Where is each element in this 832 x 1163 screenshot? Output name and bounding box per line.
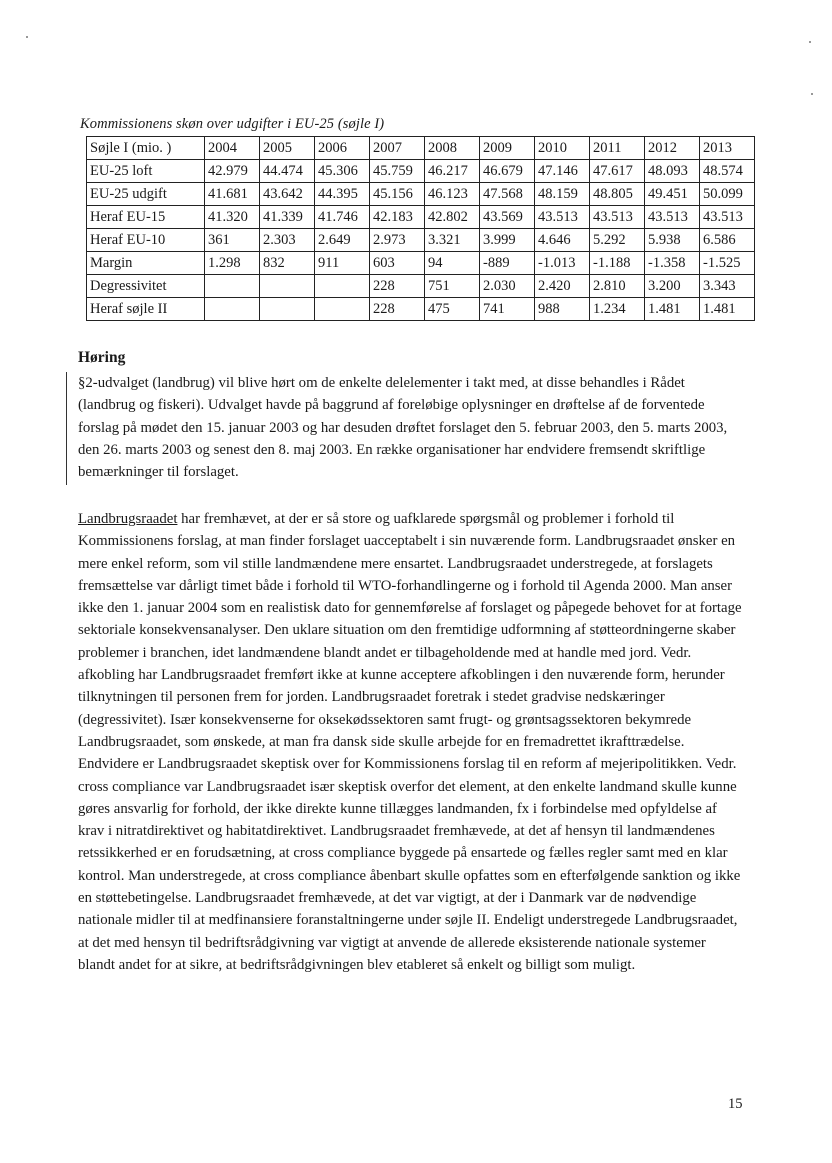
value-cell: 47.617 — [590, 160, 645, 183]
header-year-cell: 2012 — [645, 137, 700, 160]
value-cell — [260, 298, 315, 321]
value-cell: 2.973 — [370, 229, 425, 252]
header-year-cell: 2009 — [480, 137, 535, 160]
row-label-cell: EU-25 loft — [87, 160, 205, 183]
table-caption: Kommissionens skøn over udgifter i EU-25 (søjle I) — [80, 116, 385, 132]
value-cell: 832 — [260, 252, 315, 275]
value-cell: 1.481 — [700, 298, 755, 321]
table-header-row — [87, 137, 755, 160]
value-cell: 42.802 — [425, 206, 480, 229]
value-cell — [205, 298, 260, 321]
table-row — [87, 275, 755, 298]
value-cell: 2.303 — [260, 229, 315, 252]
scan-speck — [26, 36, 28, 38]
table-row — [87, 298, 755, 321]
header-year-cell: 2010 — [535, 137, 590, 160]
value-cell: 1.298 — [205, 252, 260, 275]
value-cell: 741 — [480, 298, 535, 321]
value-cell: 46.123 — [425, 183, 480, 206]
paragraph-body: har fremhævet, at der er så store og uafklarede spørgsmål og problemer i forhold til Kommissionens forslag, at man finder forslaget uacceptabelt i sin nuværende form. Landbrugsraadet ønsker en mere enkel reform, som vil stille landmændene mere ensartet. Landbrugsraadet understregede, at forslagets fremsættelse var dårligt timet både i forhold til WTO-forhandlingerne og i forhold til Agenda 2000. Man anser ikke den 1. januar 2004 som en realistisk dato for gennemførelse af forslaget og påpegede behovet for at fortage sektoriale konsekvensanalyser. Den uklare situation om den fremtidige udformning af støtteordningerne skaber problemer i branchen, idet landmændene blandt andet er tilbageholdende med at handle med jord. Vedr. afkobling har Landbrugsraadet fremført ikke at kunne acceptere afkoblingen i den nuværende form, herunder tilknytningen til personen frem for jorden. Landbrugsraadet foretrak i stedet gradvise nedskæringer (degressivitet). Især konsekvenserne for oksekødssektoren samt frugt- og grøntsagssektoren bekymrede Landbrugsraadet, som ønskede, at man fra dansk side skulle arbejde for en fremadrettet ikrafttrædelse. Endvidere er Landbrugsraadet skeptisk over for Kommissionens forslag til en reform af mejeripolitikken. Vedr. cross compliance var Landbrugsraadet især skeptisk overfor det element, at den enkelte landmand skulle kunne gøres ansvarlig for forhold, der ikke direkte kunne tillægges landmanden, fx i forbindelse med opfyldelse af krav i nitratdirektivet og habitatdirektivet. Landbrugsraadet fremhævede, at det af hensyn til landmændenes retssikkerhed er en forudsætning, at cross compliance byggede på ensartede og fælles regler samt med en klar kontrol. Man understregede, at cross compliance åbenbart skulle opfattes som en efterfølgende sanktion og ikke en støttebetingelse. Landbrugsraadet fremhævede, at det var vigtigt, at der i Danmark var de nødvendige nationale midler til at medfinansiere foranstaltningerne under søjle II. Endeligt understregede Landbrugsraadet, at det med hensyn til bedriftsrådgivning var vigtigt at anvende de allerede eksisterende nationale systemer blandt andet for at sikre, at bedriftsrådgivningen blev etableret så enkelt og billigt som muligt. — [78, 511, 742, 973]
header-year-cell: 2008 — [425, 137, 480, 160]
value-cell: 228 — [370, 275, 425, 298]
value-cell: 228 — [370, 298, 425, 321]
value-cell: 41.681 — [205, 183, 260, 206]
value-cell: 3.999 — [480, 229, 535, 252]
value-cell: 751 — [425, 275, 480, 298]
value-cell: 2.030 — [480, 275, 535, 298]
header-year-cell: 2013 — [700, 137, 755, 160]
value-cell — [315, 275, 370, 298]
revision-bar — [66, 372, 67, 485]
value-cell: 47.568 — [480, 183, 535, 206]
value-cell: 49.451 — [645, 183, 700, 206]
value-cell: 41.320 — [205, 206, 260, 229]
value-cell: 1.234 — [590, 298, 645, 321]
value-cell: 43.513 — [590, 206, 645, 229]
value-cell: 42.979 — [205, 160, 260, 183]
value-cell: 5.292 — [590, 229, 645, 252]
value-cell: 44.395 — [315, 183, 370, 206]
value-cell: -1.525 — [700, 252, 755, 275]
value-cell — [260, 275, 315, 298]
value-cell: 3.343 — [700, 275, 755, 298]
value-cell: 48.159 — [535, 183, 590, 206]
header-year-cell: 2005 — [260, 137, 315, 160]
table-row — [87, 183, 755, 206]
header-label-cell: Søjle I (mio. ) — [87, 137, 205, 160]
value-cell: -1.013 — [535, 252, 590, 275]
paragraph-landbrugsraadet — [78, 508, 746, 976]
table-row — [87, 160, 755, 183]
value-cell: 603 — [370, 252, 425, 275]
value-cell: 48.574 — [700, 160, 755, 183]
value-cell — [205, 275, 260, 298]
value-cell: 48.093 — [645, 160, 700, 183]
row-label-cell: Heraf EU-15 — [87, 206, 205, 229]
value-cell: 42.183 — [370, 206, 425, 229]
header-year-cell: 2006 — [315, 137, 370, 160]
scan-speck — [809, 41, 811, 43]
row-label-cell: Margin — [87, 252, 205, 275]
paragraph-hearing: §2-udvalget (landbrug) vil blive hørt om de enkelte delelementer i takt med, at disse behandles i Rådet (landbrug og fiskeri). Udvalget havde på baggrund af foreløbige oplysninger en drøftelse af de forventede forslag på mødet den 15. januar 2003 og har desuden drøftet forslaget den 5. februar 2003, den 5. marts 2003, den 26. marts 2003 og senest den 8. maj 2003. En række organisationer har endvidere fremsendt skriftlige bemærkninger til forslaget. — [78, 375, 728, 481]
value-cell: -1.358 — [645, 252, 700, 275]
value-cell: 94 — [425, 252, 480, 275]
value-cell: 41.339 — [260, 206, 315, 229]
value-cell: 44.474 — [260, 160, 315, 183]
page-number: 15 — [728, 1096, 743, 1112]
scan-speck — [811, 93, 813, 95]
value-cell: 4.646 — [535, 229, 590, 252]
table-row — [87, 252, 755, 275]
value-cell: 45.306 — [315, 160, 370, 183]
value-cell: 45.156 — [370, 183, 425, 206]
value-cell: 475 — [425, 298, 480, 321]
value-cell: 47.146 — [535, 160, 590, 183]
value-cell: 2.420 — [535, 275, 590, 298]
value-cell: 43.513 — [645, 206, 700, 229]
value-cell: 50.099 — [700, 183, 755, 206]
header-year-cell: 2011 — [590, 137, 645, 160]
row-label-cell: Degressivitet — [87, 275, 205, 298]
table-row — [87, 229, 755, 252]
section-title: Høring — [78, 349, 126, 366]
budget-table — [86, 136, 755, 321]
row-label-cell: Heraf EU-10 — [87, 229, 205, 252]
value-cell: 41.746 — [315, 206, 370, 229]
value-cell: 1.481 — [645, 298, 700, 321]
value-cell: 43.642 — [260, 183, 315, 206]
row-label-cell: EU-25 udgift — [87, 183, 205, 206]
value-cell: 45.759 — [370, 160, 425, 183]
table-row — [87, 206, 755, 229]
value-cell: -889 — [480, 252, 535, 275]
value-cell: 5.938 — [645, 229, 700, 252]
value-cell: 43.513 — [700, 206, 755, 229]
value-cell: 2.810 — [590, 275, 645, 298]
value-cell: 3.321 — [425, 229, 480, 252]
value-cell: 48.805 — [590, 183, 645, 206]
value-cell: 6.586 — [700, 229, 755, 252]
value-cell: 911 — [315, 252, 370, 275]
value-cell: 361 — [205, 229, 260, 252]
value-cell: -1.188 — [590, 252, 645, 275]
value-cell: 3.200 — [645, 275, 700, 298]
value-cell: 43.513 — [535, 206, 590, 229]
organisation-name: Landbrugsraadet — [78, 511, 178, 527]
header-year-cell: 2007 — [370, 137, 425, 160]
value-cell — [315, 298, 370, 321]
value-cell: 2.649 — [315, 229, 370, 252]
value-cell: 46.217 — [425, 160, 480, 183]
header-year-cell: 2004 — [205, 137, 260, 160]
value-cell: 46.679 — [480, 160, 535, 183]
value-cell: 43.569 — [480, 206, 535, 229]
row-label-cell: Heraf søjle II — [87, 298, 205, 321]
value-cell: 988 — [535, 298, 590, 321]
